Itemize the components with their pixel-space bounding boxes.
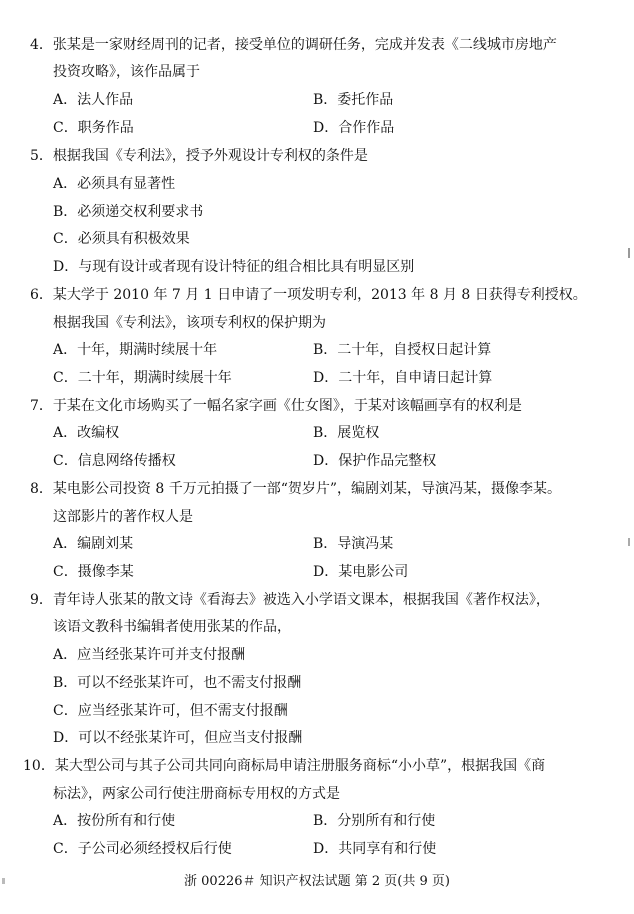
option-d: D．保护作品完整权 <box>313 453 437 469</box>
option-c: C．职务作品 <box>53 120 134 136</box>
scan-mark <box>628 538 630 546</box>
option-a: A．必须具有显著性 <box>53 176 176 192</box>
option-c: C．信息网络传播权 <box>53 453 176 469</box>
scan-mark <box>628 248 630 258</box>
question-stem-line <box>23 756 545 776</box>
question-stem-line <box>30 479 561 499</box>
question-number: 8． <box>30 481 53 497</box>
question-stem-line: 投资攻略》，该作品属于 <box>53 64 200 80</box>
question-stem-line <box>30 146 368 166</box>
option-d: D．二十年，自申请日起计算 <box>313 370 493 386</box>
option-a: A．法人作品 <box>53 92 134 108</box>
question-stem-line: 根据我国《专利法》，该项专利权的保护期为 <box>53 315 326 331</box>
option-b: B．分别所有和行使 <box>313 813 436 829</box>
option-c: C．摄像李某 <box>53 564 134 580</box>
option-c: C．子公司必须经授权后行使 <box>53 841 232 857</box>
question-stem-line: 该语文教科书编辑者使用张某的作品， <box>53 619 291 635</box>
question-stem-text: 张某是一家财经周刊的记者，接受单位的调研任务，完成并发表《二线城市房地产 <box>52 37 557 53</box>
question-number: 9． <box>30 592 53 608</box>
option-b: B．展览权 <box>313 425 380 441</box>
question-stem-line: 这部影片的著作权人是 <box>53 509 193 525</box>
question-stem-line: 标法》，两家公司行使注册商标专用权的方式是 <box>53 786 340 802</box>
option-c: C．必须具有积极效果 <box>53 231 190 247</box>
question-stem-text: 某大型公司与其子公司共同向商标局申请注册服务商标“小小草”，根据我国《商 <box>54 758 546 774</box>
page-footer: 浙 00226＃ 知识产权法试题 第 2 页(共 9 页) <box>184 874 450 889</box>
option-b: B．委托作品 <box>313 92 394 108</box>
question-stem-line <box>30 35 557 55</box>
option-a: A．应当经张某许可并支付报酬 <box>53 647 246 663</box>
question-stem-line <box>30 396 522 416</box>
question-number: 6． <box>30 287 53 303</box>
question-stem-text: 某电影公司投资 8 千万元拍摄了一部“贺岁片”，编剧刘某，导演冯某，摄像李某。 <box>52 481 562 497</box>
option-a: A．编剧刘某 <box>53 536 134 552</box>
option-d: D．共同享有和行使 <box>313 841 437 857</box>
scan-mark <box>2 878 5 884</box>
question-number: 7． <box>30 398 53 414</box>
option-d: D．可以不经张某许可，但应当支付报酬 <box>53 730 303 746</box>
option-d: D．合作作品 <box>313 120 395 136</box>
option-d: D．某电影公司 <box>313 564 409 580</box>
option-b: B．导演冯某 <box>313 536 394 552</box>
option-b: B．二十年，自授权日起计算 <box>313 342 492 358</box>
question-stem-text: 青年诗人张某的散文诗《看海去》被选入小学语文课本，根据我国《著作权法》， <box>52 592 550 608</box>
option-a: A．十年，期满时续展十年 <box>53 342 218 358</box>
question-number: 10． <box>23 758 55 774</box>
option-a: A．按份所有和行使 <box>53 813 176 829</box>
question-stem-text: 于某在文化市场购买了一幅名家字画《仕女图》，于某对该幅画享有的权利是 <box>52 398 522 414</box>
question-stem-line <box>30 285 587 305</box>
option-d: D．与现有设计或者现有设计特征的组合相比具有明显区别 <box>53 259 415 275</box>
question-number: 4． <box>30 37 53 53</box>
question-stem-text: 根据我国《专利法》，授予外观设计专利权的条件是 <box>52 148 368 164</box>
question-number: 5． <box>30 148 53 164</box>
question-stem-line <box>30 590 550 610</box>
option-b: B．可以不经张某许可，也不需支付报酬 <box>53 675 302 691</box>
option-b: B．必须递交权利要求书 <box>53 204 204 220</box>
question-stem-text: 某大学于 2010 年 7 月 1 日申请了一项发明专利，2013 年 8 月 8 日获得专利授权。 <box>52 287 587 303</box>
option-c: C．应当经张某许可，但不需支付报酬 <box>53 703 288 719</box>
option-c: C．二十年，期满时续展十年 <box>53 370 232 386</box>
option-a: A．改编权 <box>53 425 120 441</box>
